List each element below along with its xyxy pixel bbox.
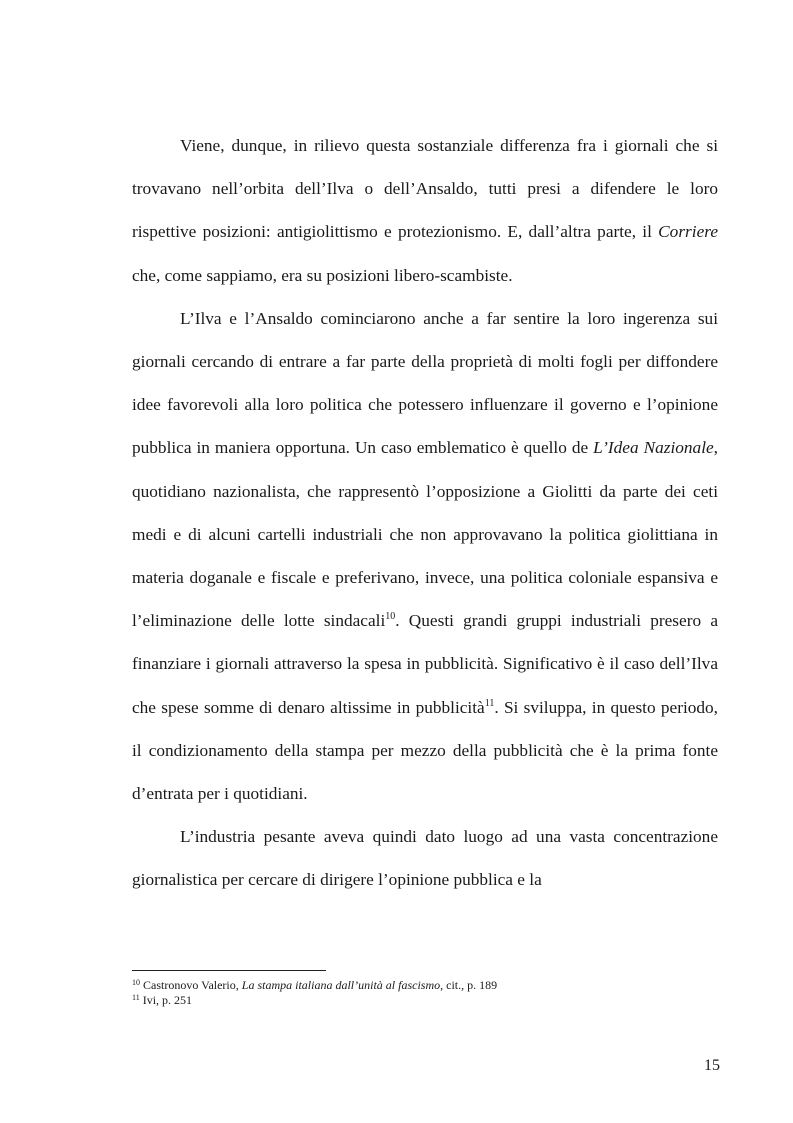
paragraph-text: che, come sappiamo, era su posizioni libero-scambiste. <box>132 265 513 285</box>
paragraph-2 <box>132 297 718 815</box>
paragraph-1 <box>132 124 718 297</box>
newspaper-title-corriere: Corriere <box>658 222 718 242</box>
footnotes <box>132 978 718 1008</box>
paragraph-text: L’Ilva e l’Ansaldo cominciarono anche a far sentire la loro ingerenza sui giornali cercando di entrare a far parte della proprietà di molti fogli per diffondere idee favorevoli alla loro politica che potessero influenzare il governo e l’opinione pubblica in maniera opportuna. Un caso emblematico è quello de <box>132 308 718 458</box>
newspaper-title-idea-nazionale: L’Idea Nazionale <box>593 438 714 458</box>
paragraph-text: . Questi grandi gruppi industriali presero a finanziare i giornali attraverso la spesa in pubblicità. Significativo è il caso dell’Ilva che spese somme di denaro altissime in pubblicità <box>132 611 718 717</box>
footnote-reference-11[interactable]: 11 <box>484 697 495 709</box>
footnote-number: 10 <box>132 978 140 987</box>
page-number: 15 <box>704 1057 720 1074</box>
footnote-reference-10[interactable]: 10 <box>385 611 396 623</box>
footnote-11 <box>132 993 718 1008</box>
footnote-book-title: La stampa italiana dall’unità al fascismo <box>241 978 441 992</box>
footnote-text: , cit., p. 189 <box>440 978 498 992</box>
footnote-divider <box>132 970 326 971</box>
footnote-number: 11 <box>132 993 140 1002</box>
paragraph-text: , quotidiano nazionalista, che rappresentò l’opposizione a Giolitti da parte dei ceti medi e di alcuni cartelli industriali che non approvavano la politica giolittiana in materia doganale e fiscale e preferivano, invece, una politica coloniale espansiva e l’eliminazione delle lotte sindacali <box>132 438 718 631</box>
footnote-10 <box>132 978 718 993</box>
paragraph-3 <box>132 815 718 901</box>
footnote-text: Castronovo Valerio, <box>140 978 242 992</box>
paragraph-text: L’industria pesante aveva quindi dato luogo ad una vasta concentrazione giornalistica per cercare di dirigere l’opinione pubblica e la <box>132 827 718 890</box>
paragraph-text: . Si sviluppa, in questo periodo, il condizionamento della stampa per mezzo della pubblicità che è la prima fonte d’entrata per i quotidiani. <box>132 697 718 804</box>
body-text <box>132 124 718 902</box>
paragraph-text: Viene, dunque, in rilievo questa sostanziale differenza fra i giornali che si trovavano nell’orbita dell’Ilva o dell’Ansaldo, tutti presi a difendere le loro rispettive posizioni: antigiolittismo e protezionismo. E, dall’altra parte, il <box>132 136 718 242</box>
footnote-text: Ivi, p. 251 <box>139 993 193 1007</box>
